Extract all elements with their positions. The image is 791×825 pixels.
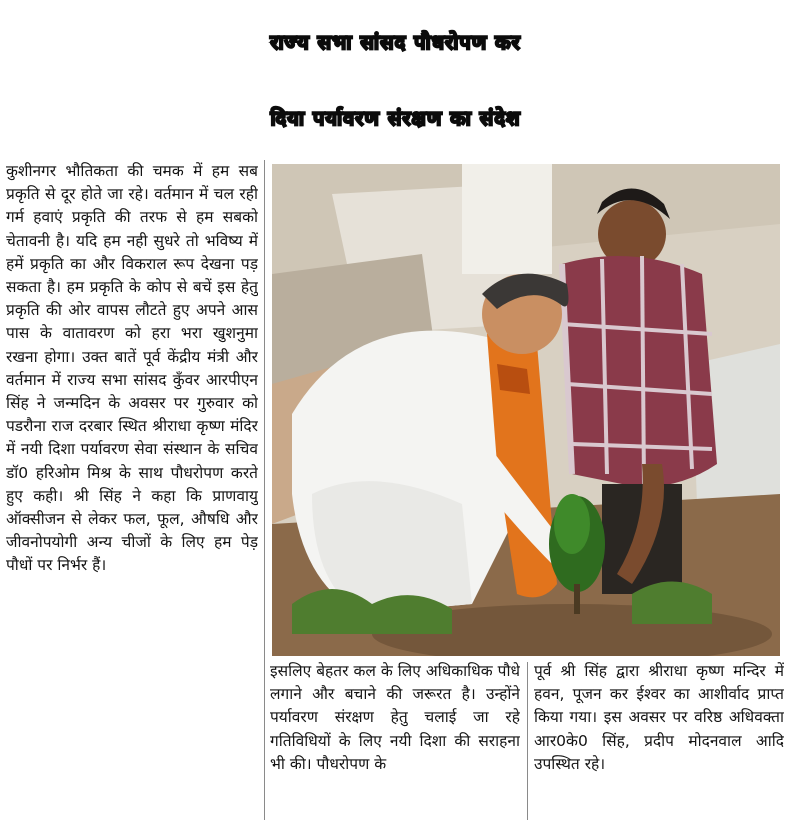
article-column-1: कुशीनगर भौतिकता की चमक में हम सब प्रकृति से दूर होते जा रहे। वर्तमान में चल रही गर्म हवाएं प्रकृति की तरफ से हम सबको चेतावनी है। यदि हम नही सुधरे तो भविष्य में हमें प्रकृति का और विकराल रूप देखना पड़ सकता है। हम प्रकृति के कोप से बचें इस हेतु प्रकृति की ओर वापस लौटते हुए अपने आस पास के वातावरण को हरा भरा खुशनुमा रखना होगा। उक्त बातें पूर्व केंद्रीय मंत्री और वर्तमान में राज्य सभा सांसद कुँवर आरपीएन सिंह ने जन्मदिन के अवसर पर गुरुवार को पडरौना राज दरबार स्थित श्रीराधा कृष्ण मंदिर में नयी दिशा पर्यावरण सेवा संस्थान के सचिव डॉ0 हरिओम मिश्र के साथ पौधरोपण करते हुए कही। श्री सिंह ने कहा कि प्राणवायु ऑक्सीजन से लेकर फल, फूल, औषधि और जीवनोपयोगी अन्य चीजों के लिए हम पेड़ पौधों पर निर्भर हैं। [6, 162, 258, 575]
headline [0, 4, 791, 156]
article-column-3: पूर्व श्री सिंह द्वारा श्रीराधा कृष्ण मन्दिर में हवन, पूजन कर ईश्वर का आशीर्वाद प्राप्त किया गया। इस अवसर पर वरिष्ठ अधिवक्ता आर0के0 सिंह, प्रदीप मोदनवाल आदि उपस्थित रहे। [534, 662, 784, 773]
news-photo [272, 164, 780, 656]
column-divider [264, 160, 265, 820]
column-divider [527, 662, 528, 820]
headline-line-1: राज्य सभा सांसद पौधरोपण कर [270, 30, 521, 54]
headline-line-2: दिया पर्यावरण संरक्षण का संदेश [270, 106, 521, 130]
article-column-2: इसलिए बेहतर कल के लिए अधिकाधिक पौधे लगाने और बचाने की जरूरत है। उन्होंने पर्यावरण संरक्षण हेतु चलाई जा रहे गतिविधियों के लिए नयी दिशा की सराहना भी की। पौधरोपण के [270, 662, 520, 773]
planting-scene-illustration [272, 164, 780, 656]
